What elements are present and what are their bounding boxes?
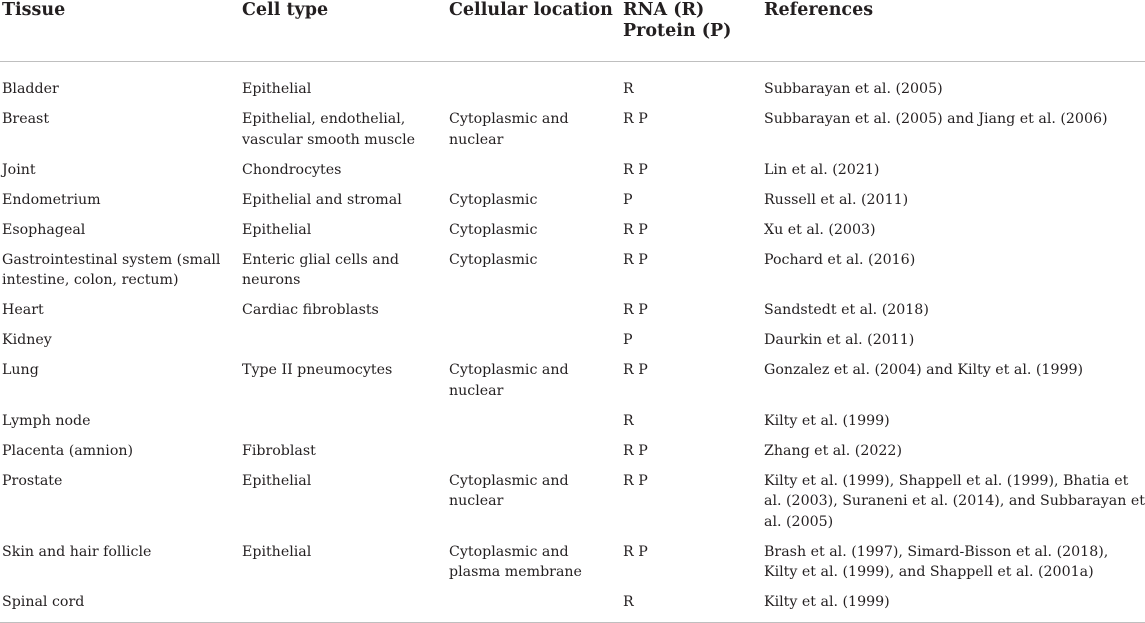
cell-tissue: Skin and hair follicle (2, 543, 152, 560)
header-row (0, 0, 1145, 62)
cell-rna-protein: R P (623, 111, 648, 127)
cell-references: Russell et al. (2011) (764, 191, 909, 208)
table-row (0, 62, 1145, 110)
table-row (0, 360, 1145, 411)
cell-references: Gonzalez et al. (2004) and Kilty et al. (1999) (764, 362, 1084, 378)
cell-rna-protein: P (623, 191, 633, 208)
cell-cellular-location: Cytoplasmic and nuclear (449, 362, 569, 399)
cell-tissue: Lung (2, 362, 39, 378)
table-row (0, 220, 1145, 250)
cell-rna-protein: R P (623, 543, 648, 560)
table-row (0, 471, 1145, 542)
cell-cellular-location (449, 62, 623, 110)
cell-rna-protein: R P (623, 472, 648, 489)
cell-cell-type: Fibroblast (242, 442, 316, 459)
cell-cell-type: Epithelial and stromal (242, 191, 402, 208)
cell-cellular-location: Cytoplasmic (449, 221, 538, 238)
table-row (0, 250, 1145, 301)
cell-tissue: Kidney (2, 332, 52, 348)
cell-cell-type: Epithelial, endothelial, vascular smooth muscle (242, 111, 416, 148)
cell-rna-protein: R (623, 412, 634, 429)
cell-tissue: Esophageal (2, 221, 86, 238)
cell-cellular-location (449, 592, 623, 622)
cell-cell-type: Epithelial (242, 221, 312, 238)
header-references: References (764, 0, 1145, 62)
cell-references: Sandstedt et al. (2018) (764, 302, 929, 318)
cell-tissue: Endometrium (2, 191, 101, 208)
cell-tissue: Bladder (2, 81, 59, 97)
cell-rna-protein: R P (623, 302, 648, 318)
cell-cell-type (242, 330, 449, 360)
table-row (0, 300, 1145, 330)
table-row (0, 542, 1145, 593)
cell-cell-type: Enteric glial cells and neurons (242, 251, 399, 288)
header-cellular-location: Cellular location (449, 0, 623, 62)
cell-tissue: Joint (2, 161, 36, 178)
cell-references: Subbarayan et al. (2005) and Jiang et al. (2006) (764, 111, 1108, 127)
cell-rna-protein: R P (623, 251, 648, 268)
cell-cellular-location (449, 411, 623, 441)
cell-cellular-location (449, 160, 623, 190)
table-row (0, 592, 1145, 622)
header-rna-line: RNA (R) (623, 0, 705, 20)
table-body (0, 62, 1145, 623)
table-row (0, 411, 1145, 441)
header-rna-protein (623, 0, 764, 62)
table-row (0, 109, 1145, 160)
table-row (0, 190, 1145, 220)
cell-cell-type: Epithelial (242, 81, 312, 97)
cell-rna-protein: R P (623, 442, 648, 459)
cell-references: Brash et al. (1997), Simard-Bisson et al. (2018), Kilty et al. (1999), and Shappell et al. (2001a) (764, 543, 1109, 580)
cell-cellular-location (449, 330, 623, 360)
cell-cellular-location: Cytoplasmic and nuclear (449, 472, 569, 509)
cell-cellular-location: Cytoplasmic and nuclear (449, 111, 569, 148)
cell-tissue: Placenta (amnion) (2, 442, 134, 459)
cell-cellular-location (449, 441, 623, 471)
cell-cell-type: Chondrocytes (242, 161, 342, 178)
cell-cellular-location: Cytoplasmic (449, 251, 538, 268)
cell-cell-type: Epithelial (242, 543, 312, 560)
cell-rna-protein: P (623, 332, 633, 348)
cell-cellular-location: Cytoplasmic (449, 191, 538, 208)
cell-cellular-location (449, 300, 623, 330)
header-protein-line: Protein (P) (623, 21, 732, 41)
cell-references: Zhang et al. (2022) (764, 442, 902, 459)
cell-references: Kilty et al. (1999) (764, 592, 1145, 622)
cell-cell-type: Cardiac fibroblasts (242, 302, 379, 318)
cell-rna-protein: R P (623, 161, 648, 178)
header-tissue: Tissue (0, 0, 242, 62)
cell-cell-type (242, 592, 449, 622)
cell-cell-type: Type II pneumocytes (242, 362, 393, 378)
header-cell-type: Cell type (242, 0, 449, 62)
cell-rna-protein: R (623, 592, 764, 622)
cell-cell-type: Epithelial (242, 472, 312, 489)
cell-tissue: Lymph node (2, 412, 91, 429)
cell-rna-protein: R P (623, 362, 648, 378)
cell-references: Xu et al. (2003) (764, 221, 876, 238)
cell-tissue: Breast (2, 111, 50, 127)
table-row (0, 330, 1145, 360)
cell-tissue: Heart (2, 302, 44, 318)
cell-rna-protein: R P (623, 221, 648, 238)
cell-references: Kilty et al. (1999) (764, 412, 890, 429)
cell-tissue: Spinal cord (0, 592, 242, 622)
cell-rna-protein: R (623, 81, 634, 97)
cell-tissue: Gastrointestinal system (small intestine, colon, rectum) (2, 251, 221, 288)
cell-cellular-location: Cytoplasmic and plasma membrane (449, 543, 582, 580)
cell-references: Lin et al. (2021) (764, 161, 880, 178)
cell-references: Subbarayan et al. (2005) (764, 81, 943, 97)
cell-references: Pochard et al. (2016) (764, 251, 916, 268)
table-row (0, 160, 1145, 190)
table-row (0, 441, 1145, 471)
cell-tissue: Prostate (2, 472, 63, 489)
cell-cell-type (242, 411, 449, 441)
cell-references: Daurkin et al. (2011) (764, 332, 915, 348)
cell-references: Kilty et al. (1999), Shappell et al. (1999), Bhatia et al. (2003), Suraneni et al. (2014), and Subbarayan et al. (2005) (764, 472, 1145, 530)
